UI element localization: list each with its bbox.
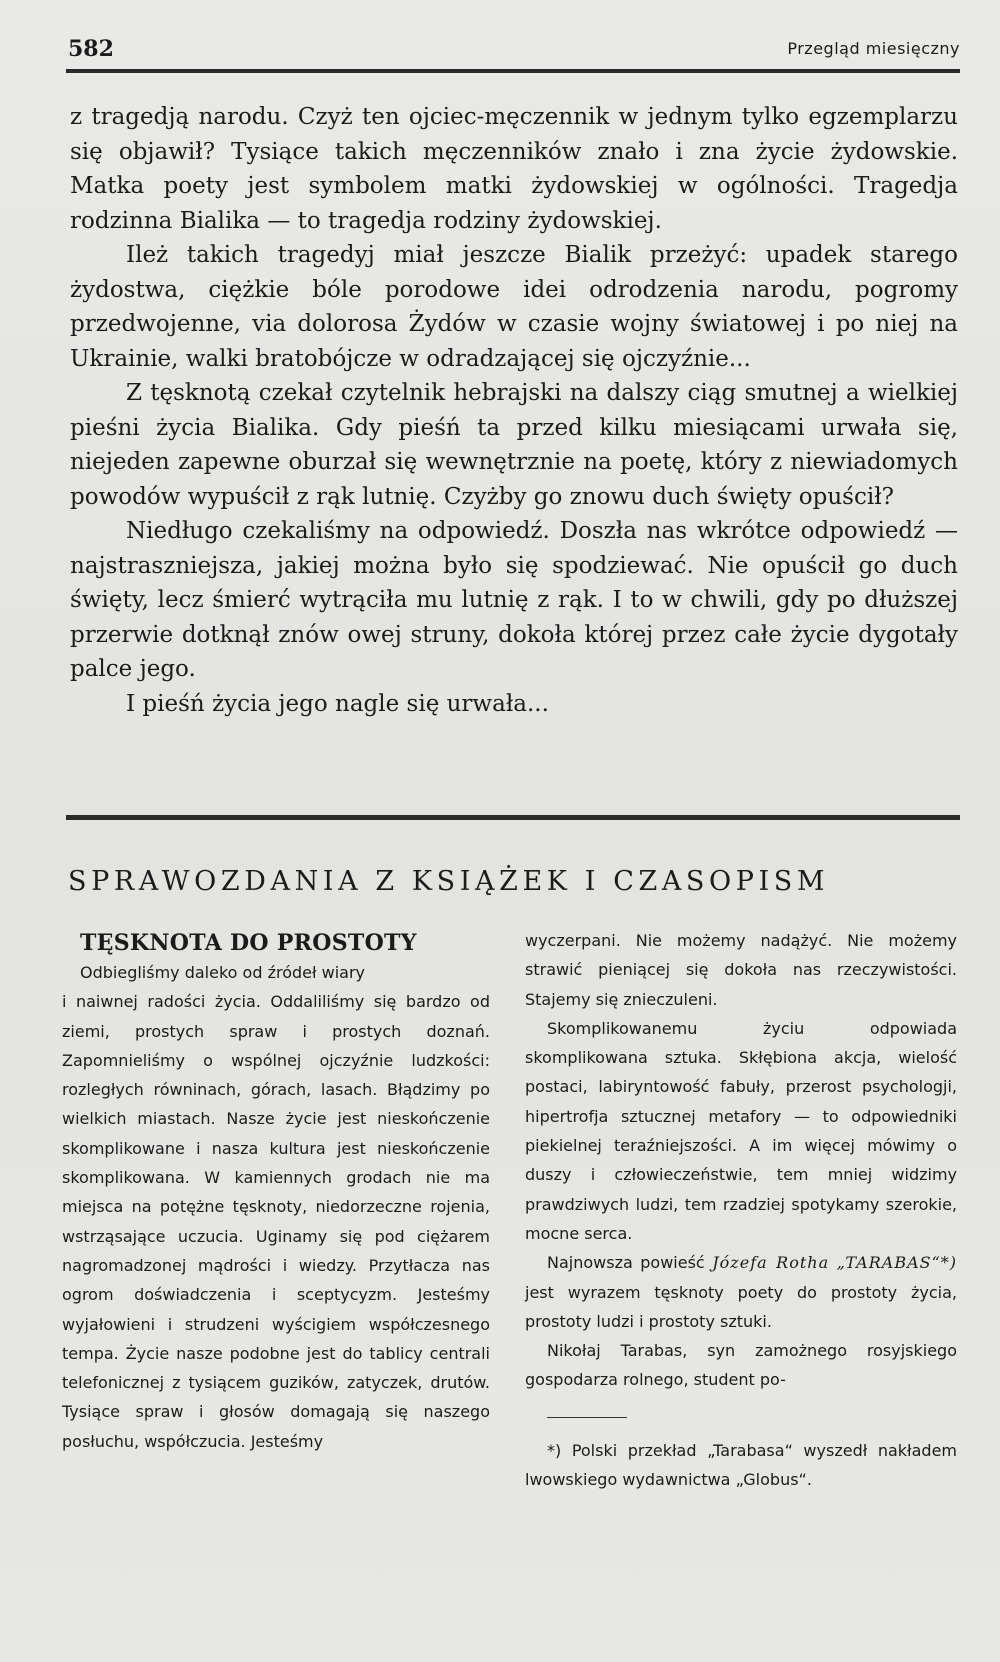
footnote: *) Polski przekład „Tarabasa“ wyszedł nakładem lwowskiego wydawnictwa „Globus“. [525,1440,957,1490]
paragraph: Niedługo czekaliśmy na odpowiedź. Doszła nas wkrótce odpowiedź — najstraszniejsza, jakiej można było się spodziewać. Nie opuścił go duch święty, lecz śmierć wytrąciła mu lutnię z rąk. I to w chwili, gdy po dłuższej przerwie dotknął znów owej struny, dokoła której przez całe życie dygotały palce jego. [70,518,958,682]
section-divider [66,815,960,820]
novel-paragraph [525,1248,957,1336]
paragraph: I pieśń życia jego nagle się urwała... [126,690,549,717]
paragraph: z tragedją narodu. Czyż ten ojciec-męczennik w jednym tylko egzemplarzu się objawił? Tysiące takich męczenników znało i zna życie żydowskie. Matka poety jest symbolem matki żydowskiej w ogólności. Tragedja rodzinna Bialika — to tragedja rodziny żydowskiej. [70,104,958,234]
page-number: 582 [68,36,114,62]
paragraph: Nikołaj Tarabas, syn zamożnego rosyjskiego gospodarza rolnego, student po- [525,1341,957,1390]
left-column [62,928,490,1456]
footnote-rule [547,1417,627,1418]
author-name: Józefa Rotha [712,1253,830,1273]
article-title: TĘSKNOTA DO PROSTOTY [80,930,417,956]
paragraph: wyczerpani. Nie możemy nadążyć. Nie możemy strawić pieniącej się dokoła nas rzeczywistości. Stajemy się znieczuleni. [525,931,957,1009]
paragraph: Z tęsknotą czekał czytelnik hebrajski na dalszy ciąg smutnej a wielkiej pieśni życia Bialika. Gdy pieśń ta przed kilku miesiącami urwała się, niejeden zapewne oburzał się wewnętrznie na poetę, który z niewiadomych powodów wypuścił z rąk lutnię. Czyżby go znowu duch święty opuścił? [70,380,958,510]
paragraph: i naiwnej radości życia. Oddaliliśmy się bardzo od ziemi, prostych spraw i prostych doznań. Zapomnieliśmy o wspólnej ojczyźnie ludzkości: rozległych równinach, górach, lasach. Błądzimy po wielkich miastach. Nasze życie jest nieskończenie skomplikowane i nasza kultura jest nieskończenie skomplikowana. W kamiennych grodach nie ma miejsca na potężne tęsknoty, niedorzeczne rojenia, wstrząsające uczucia. Uginamy się pod ciężarem nagromadzonej mądrości i wiedzy. Przytłacza nas ogrom doświadczenia i sceptycyzm. Jesteśmy wyjałowieni i strudzeni wyścigiem współczesnego tempa. Życie nasze podobne jest do tablicy centrali telefonicznej z tysiącem guzików, zatyczek, drutów. Tysiące spraw i głosów domagają się naszego posłuchu, współczucia. Jesteśmy [62,992,490,1451]
paragraph: Ileż takich tragedyj miał jeszcze Bialik przeżyć: upadek starego żydostwa, ciężkie bóle porodowe idei odrodzenia narodu, pogromy przedwojenne, via dolorosa Żydów w czasie wojny światowej i po niej na Ukrainie, walki bratobójcze w odradzającej się ojczyźnie... [70,242,958,372]
paragraph: Odbiegliśmy daleko od źródeł wiary [80,963,365,982]
main-text [70,100,958,721]
running-title: Przegląd miesięczny [787,39,960,58]
header-rule [66,69,960,73]
section-title: SPRAWOZDANIA Z KSIĄŻEK I CZASOPISM [68,866,830,897]
novel-intro: Najnowsza powieść [547,1253,705,1273]
novel-description: jest wyrazem tęsknoty poety do prostoty życia, prostoty ludzi i prostoty sztuki. [525,1282,957,1331]
paragraph: Skomplikowanemu życiu odpowiada skomplikowana sztuka. Skłębiona akcja, wielość postaci, labiryntowość fabuły, przerost psychologji, hipertrofja sztucznej metafory — to odpowiedniki piekielnej teraźniejszości. A im więcej mówimy o duszy i człowieczeństwie, tem mniej widzimy prawdziwych ludzi, tem rzadziej spotykamy szerokie, mocne serca. [525,1018,957,1243]
book-title: „TARABAS“*) [836,1253,958,1273]
right-column [525,926,957,1494]
page-header [66,36,960,66]
